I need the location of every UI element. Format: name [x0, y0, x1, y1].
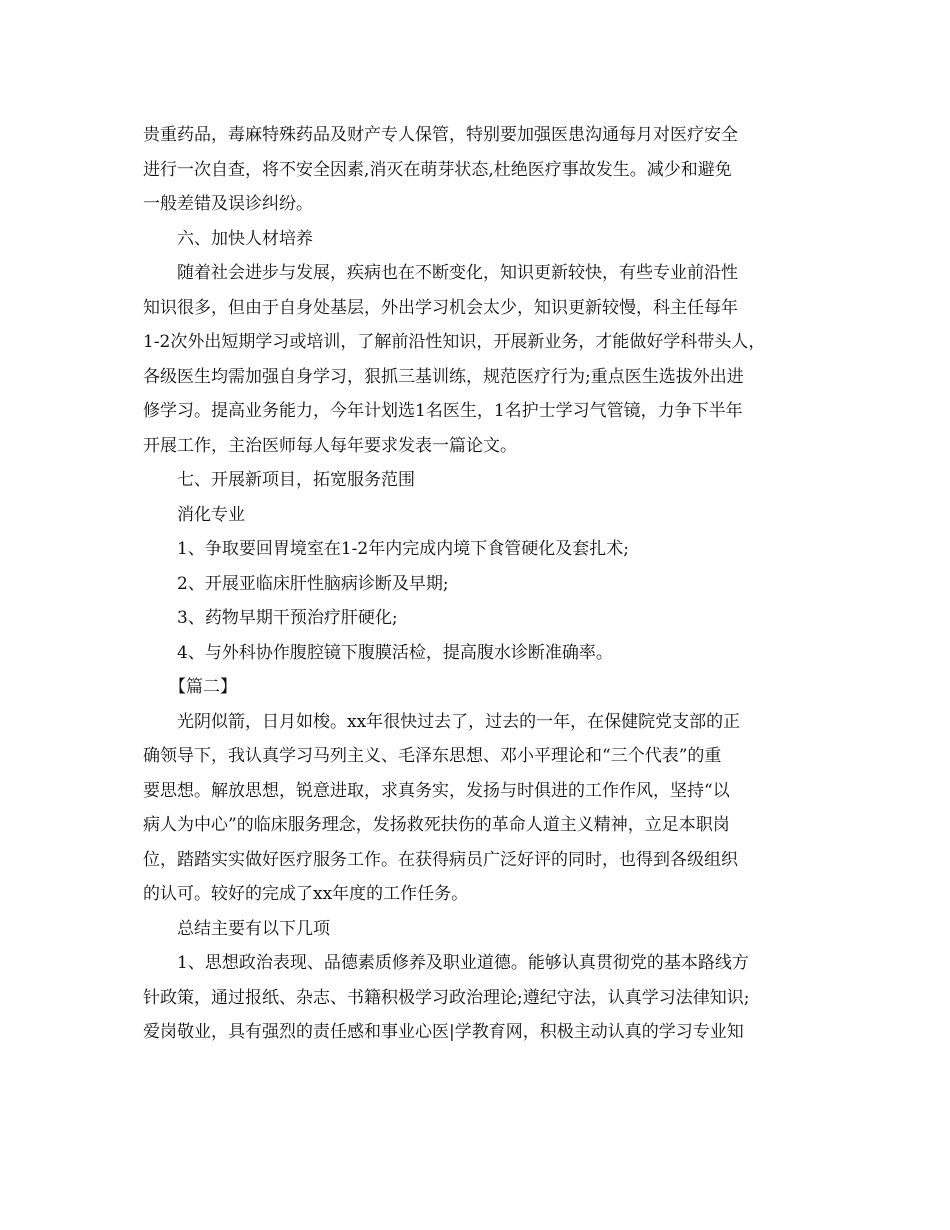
body-text-line: 的认可。较好的完成了xx年度的工作任务。: [143, 884, 469, 904]
body-text-line: 要思想。解放思想，锐意进取，求真务实，发扬与时俱进的工作作风，坚持“以: [143, 780, 730, 801]
body-text-line: 病人为中心”的临床服务理念，发扬救死扶伤的革命人道主义精神，立足本职岗: [143, 815, 730, 835]
body-text-line: 光阴似箭，日月如梭。xx年很快过去了，过去的一年，在保健院党支部的正: [177, 711, 741, 732]
body-text-line: 一般差错及误诊纠纷。: [143, 194, 313, 214]
body-text-line: 位，踏踏实实做好医疗服务工作。在获得病员广泛好评的同时，也得到各级组织: [143, 849, 738, 870]
body-text-line: 各级医生均需加强自身学习，狠抓三基训练，规范医疗行为;重点医生选拔外出进: [143, 366, 744, 387]
body-text-line: 确领导下，我认真学习马列主义、毛泽东思想、邓小平理论和“三个代表”的重: [143, 746, 722, 766]
body-text-line: 爱岗敬业，具有强烈的责任感和事业心医|学教育网，积极主动认真的学习专业知: [143, 1022, 744, 1042]
body-text-line: 知识很多，但由于自身处基层，外出学习机会太少，知识更新较慢，科主任每年: [143, 297, 738, 318]
list-item: 4、与外科协作腹腔镜下腹膜活检，提高腹水诊断准确率。: [177, 642, 613, 663]
body-text-line: 进行一次自查，将不安全因素,消灭在萌芽状态,杜绝医疗事故发生。减少和避免: [143, 159, 732, 180]
list-item: 1、争取要回胃境室在1-2年内完成内境下食管硬化及套扎术;: [177, 539, 629, 559]
body-text-line: 1、思想政治表现、品德素质修养及职业道德。能够认真贯彻党的基本路线方: [177, 953, 749, 973]
body-text-line: 修学习。提高业务能力，今年计划选1名医生，1名护士学习气管镜，力争下半年: [143, 401, 743, 421]
document-body: [143, 118, 823, 1050]
list-item: 3、药物早期干预治疗肝硬化;: [177, 608, 398, 628]
body-text-line: 随着社会进步与发展，疾病也在不断变化，知识更新较快，有些专业前沿性: [177, 263, 738, 283]
body-text-line: 贵重药品，毒麻特殊药品及财产专人保管，特别要加强医患沟通每月对医疗安全: [143, 125, 738, 145]
subsection-heading: 消化专业: [177, 504, 245, 525]
list-item: 2、开展亚临床肝性脑病诊断及早期;: [177, 573, 449, 594]
body-text-line: 开展工作，主治医师每人每年要求发表一篇论文。: [143, 435, 517, 456]
section-heading: 七、开展新项目，拓宽服务范围: [177, 470, 415, 490]
body-text-line: 1-2次外出短期学习或培训，了解前沿性知识，开展新业务，才能做好学科带头人，: [143, 332, 766, 352]
body-text-line: 针政策，通过报纸、杂志、书籍积极学习政治理论;遵纪守法，认真学习法律知识;: [143, 987, 750, 1008]
section-heading: 六、加快人材培养: [177, 228, 313, 249]
subsection-heading: 总结主要有以下几项: [177, 918, 330, 939]
part-heading: 【篇二】: [169, 677, 237, 697]
